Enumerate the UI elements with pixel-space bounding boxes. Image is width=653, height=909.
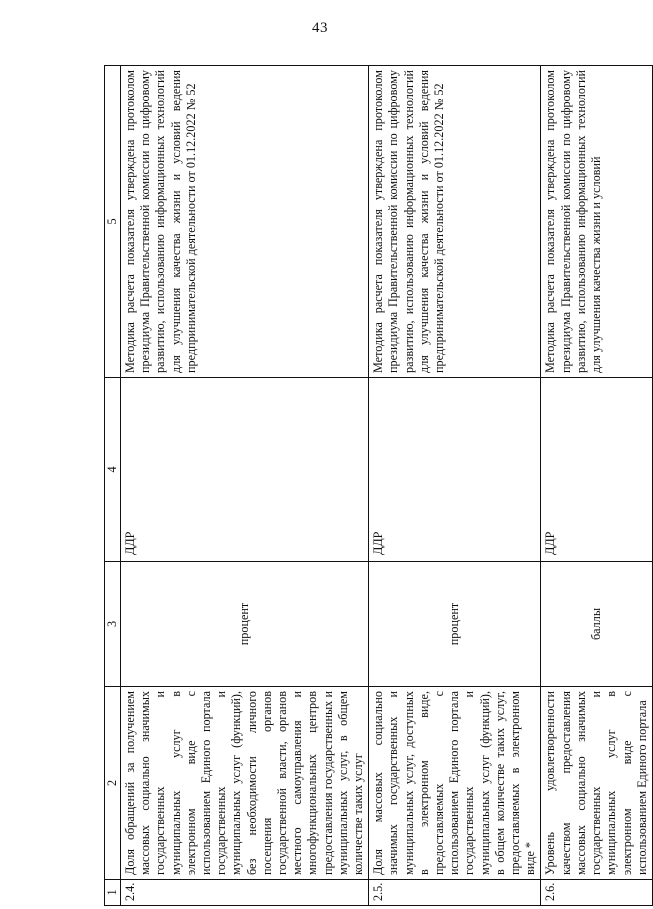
calculation-method: Методика расчета показателя утверждена протоколом президиума Правительственной комиссии по цифровому развитию, использованию информационных технологий для улучшения качества жизни и условий ведения предпринимательской деятельности от 01.12.2022 № 52 [121, 66, 369, 378]
column-header: 4 [105, 378, 121, 562]
rotated-table-container [104, 66, 649, 906]
column-number-row [105, 66, 121, 906]
page-number: 43 [312, 20, 328, 36]
column-header: 3 [105, 562, 121, 687]
unit-of-measure: процент [121, 562, 369, 687]
indicators-table [104, 65, 653, 906]
indicator-name: Доля массовых социально значимых государственных и муниципальных услуг, доступных в электронном виде, предоставляемых с использованием Единого портала государственных и муниципальных услуг (функций), в общем количестве таких услуг, предоставляемых в электронном виде * [369, 687, 541, 880]
row-number: 2.6. [541, 880, 652, 906]
row-number: 2.5. [369, 880, 541, 906]
column-header: 2 [105, 687, 121, 880]
column-header: 1 [105, 880, 121, 906]
indicator-name: Уровень удовлетворенности качеством предоставления массовых социально значимых государственных и муниципальных услуг в электронном виде с использованием Единого портала [541, 687, 652, 880]
data-source: ДДР [541, 378, 652, 562]
table-row [121, 66, 369, 906]
data-source: ДДР [369, 378, 541, 562]
data-source: ДДР [121, 378, 369, 562]
calculation-method: Методика расчета показателя утверждена протоколом президиума Правительственной комиссии по цифровому развитию, использованию информационных технологий для улучшения качества жизни и условий ведения предпринимательской деятельности от 01.12.2022 № 52 [369, 66, 541, 378]
column-header: 5 [105, 66, 121, 378]
table-row [541, 66, 652, 906]
calculation-method: Методика расчета показателя утверждена протоколом президиума Правительственной комиссии по цифровому развитию, использованию информационных технологий для улучшения качества жизни и условий [541, 66, 652, 378]
indicator-name: Доля обращений за получением массовых социально значимых государственных и муниципальных услуг в электронном виде с использованием Единого портала государственных и муниципальных услуг (функций), без необходимости личного посещения органов государственной власти, органов местного самоуправления и многофункциональных центров предоставления государственных и муниципальных услуг, в общем количестве таких услуг [121, 687, 369, 880]
unit-of-measure: процент [369, 562, 541, 687]
table-row [369, 66, 541, 906]
unit-of-measure: баллы [541, 562, 652, 687]
row-number: 2.4. [121, 880, 369, 906]
